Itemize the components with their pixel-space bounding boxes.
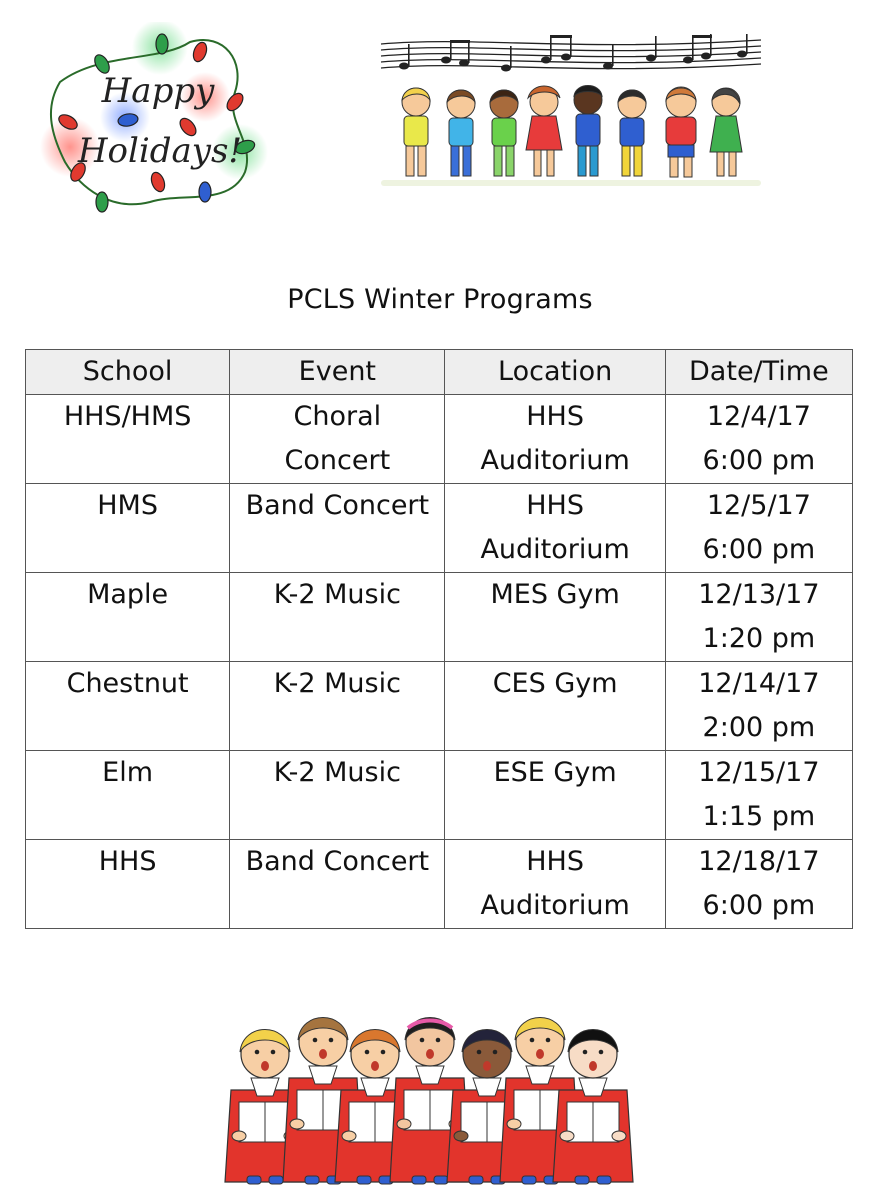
cell-line: 2:00 pm	[702, 712, 816, 743]
cell-date-time	[665, 662, 852, 751]
choir-clipart	[215, 1000, 645, 1190]
cell-line: HMS	[97, 490, 158, 521]
header-event: Event	[230, 350, 445, 395]
holiday-lights-clipart	[40, 22, 270, 222]
cell-line: MES Gym	[490, 579, 620, 610]
cell-line: 1:15 pm	[702, 801, 816, 832]
table-row	[26, 662, 853, 751]
cell-date-time	[665, 840, 852, 929]
holiday-sign-line2: Holidays!	[77, 131, 243, 171]
cell-school	[26, 662, 230, 751]
cell-line: Band Concert	[245, 490, 430, 521]
choir-singer	[553, 1030, 633, 1185]
cell-line: K-2 Music	[273, 668, 401, 699]
cell-line: 12/18/17	[698, 846, 820, 877]
table-row	[26, 840, 853, 929]
cell-line: 12/14/17	[698, 668, 820, 699]
cell-line: Auditorium	[480, 534, 630, 565]
page-title: PCLS Winter Programs	[287, 284, 593, 315]
cell-event	[230, 662, 445, 751]
cell-event	[230, 751, 445, 840]
cell-line: HHS/HMS	[63, 401, 192, 432]
cell-line: Choral	[293, 401, 382, 432]
cell-event	[230, 395, 445, 484]
cell-line: ESE Gym	[493, 757, 617, 788]
cell-line: 12/4/17	[706, 401, 811, 432]
cell-school	[26, 484, 230, 573]
cell-line: Auditorium	[480, 445, 630, 476]
cell-date-time	[665, 573, 852, 662]
cell-line: 12/5/17	[706, 490, 811, 521]
header-location: Location	[445, 350, 665, 395]
cell-line: K-2 Music	[273, 579, 401, 610]
cell-line: Elm	[102, 757, 154, 788]
cell-location	[445, 840, 665, 929]
table-header-row	[26, 350, 853, 395]
cell-line: K-2 Music	[273, 757, 401, 788]
table-row	[26, 395, 853, 484]
table-row	[26, 573, 853, 662]
cell-location	[445, 573, 665, 662]
cell-line: CES Gym	[492, 668, 618, 699]
cell-school	[26, 395, 230, 484]
table-row	[26, 484, 853, 573]
singing-kids-clipart	[376, 30, 766, 195]
cell-line: 6:00 pm	[702, 445, 816, 476]
cell-line: HHS	[526, 490, 584, 521]
cell-line: HHS	[98, 846, 157, 877]
programs-table	[25, 349, 853, 929]
header-school: School	[26, 350, 230, 395]
cell-line: 12/13/17	[698, 579, 820, 610]
cell-school	[26, 840, 230, 929]
cell-line: Maple	[87, 579, 169, 610]
cell-line: Concert	[284, 445, 391, 476]
cell-line: Auditorium	[480, 890, 630, 921]
cell-event	[230, 840, 445, 929]
cell-school	[26, 573, 230, 662]
cell-date-time	[665, 484, 852, 573]
cell-line: 6:00 pm	[702, 534, 816, 565]
cell-school	[26, 751, 230, 840]
holiday-sign-line1: Happy	[101, 71, 215, 111]
cell-line: 12/15/17	[698, 757, 820, 788]
cell-line: Band Concert	[245, 846, 430, 877]
cell-event	[230, 573, 445, 662]
cell-location	[445, 395, 665, 484]
cell-line: Chestnut	[66, 668, 189, 699]
cell-location	[445, 662, 665, 751]
header-date-time: Date/Time	[665, 350, 852, 395]
cell-line: 1:20 pm	[702, 623, 816, 654]
cell-line: HHS	[526, 846, 584, 877]
cell-date-time	[665, 395, 852, 484]
cell-line: HHS	[526, 401, 584, 432]
cell-line: 6:00 pm	[702, 890, 816, 921]
table-row	[26, 751, 853, 840]
cell-event	[230, 484, 445, 573]
cell-date-time	[665, 751, 852, 840]
cell-location	[445, 484, 665, 573]
cell-location	[445, 751, 665, 840]
